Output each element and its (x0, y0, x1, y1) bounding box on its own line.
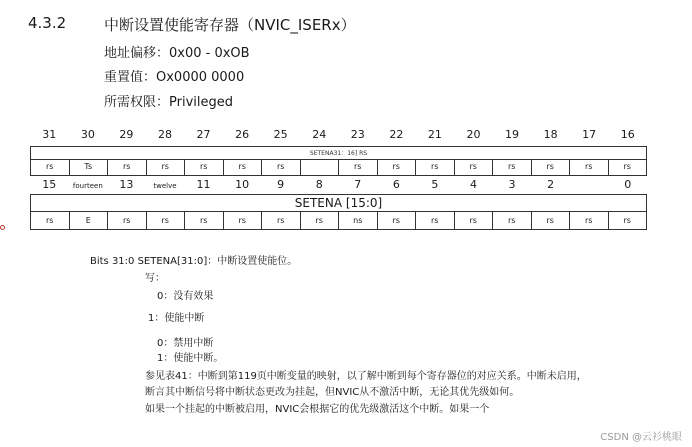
low-bit-13: 2 (547, 178, 555, 191)
high-bit-3: 28 (157, 128, 172, 141)
low-bit-12: 3 (508, 178, 516, 191)
low-access-7: rs (300, 212, 339, 229)
low-bit-7: 8 (315, 178, 323, 191)
high-access-4: rs (184, 160, 223, 175)
low-field-label: SETENA [15:0] (294, 196, 383, 210)
high-bit-15: 16 (620, 128, 635, 141)
high-access-2: rs (107, 160, 146, 175)
read-0-text: 0：禁用中断 (157, 338, 214, 349)
high-bit-9: 22 (389, 128, 404, 141)
high-bit-14: 17 (582, 128, 597, 141)
note-line-3: 如果一个挂起的中断被启用，NVIC会根据它的优先级激活这个中断。如果一个 (145, 404, 490, 415)
high-bit-12: 19 (505, 128, 520, 141)
low-access-12: rs (492, 212, 531, 229)
write-0-text: 0：没有效果 (157, 291, 214, 302)
low-access-1: E (69, 212, 108, 229)
high-access-14: rs (569, 160, 608, 175)
high-access-7 (300, 160, 339, 175)
low-access-10: rs (415, 212, 454, 229)
low-bit-0: 15 (42, 178, 57, 191)
reset-value: 重置值：Ox0000 0000 (104, 70, 245, 85)
low-bit-10: 5 (431, 178, 439, 191)
low-bit-1: fourteen (72, 182, 103, 190)
low-access-5: rs (223, 212, 262, 229)
low-access-0: rs (46, 216, 54, 225)
high-access-8: rs (338, 160, 377, 175)
low-access-11: rs (454, 212, 493, 229)
low-access-3: rs (146, 212, 185, 229)
low-bit-5: 10 (235, 178, 250, 191)
address-offset: 地址偏移：0x00 - 0xOB (104, 46, 250, 61)
write-label: 写： (145, 273, 165, 284)
high-bit-11: 20 (466, 128, 481, 141)
high-bit-8: 23 (350, 128, 365, 141)
required-privilege: 所需权限：Privileged (104, 95, 233, 110)
write-1-text: 1：使能中断 (148, 313, 205, 324)
low-access-13: rs (531, 212, 570, 229)
high-access-3: rs (146, 160, 185, 175)
high-access-0: rs (46, 162, 54, 171)
low-bit-2: 13 (119, 178, 134, 191)
high-access-13: rs (531, 160, 570, 175)
low-access-14: rs (569, 212, 608, 229)
low-access-15: rs (608, 212, 647, 229)
high-access-12: rs (492, 160, 531, 175)
high-field-label: SETENA31：16] RS (309, 150, 368, 157)
high-access-row (30, 160, 647, 176)
watermark: CSDN @云衫桃眼 (600, 432, 682, 443)
high-access-10: rs (415, 160, 454, 175)
high-access-11: rs (454, 160, 493, 175)
low-access-6: rs (261, 212, 300, 229)
high-bit-6: 25 (273, 128, 288, 141)
low-bit-8: 7 (354, 178, 362, 191)
low-bit-6: 9 (277, 178, 285, 191)
high-access-15: rs (608, 160, 647, 175)
note-line-1: 参见表41：中断到第119页中断变量的映射，以了解中断到每个寄存器位的对应关系。中断未启用， (145, 371, 587, 382)
high-bit-13: 18 (543, 128, 558, 141)
section-number: 4.3.2 (28, 14, 67, 32)
high-bit-0: 31 (42, 128, 57, 141)
low-access-8: ns (338, 212, 377, 229)
section-title: 中断设置使能寄存器（NVIC_ISERx） (104, 16, 356, 34)
low-bit-4: 11 (196, 178, 211, 191)
low-access-9: rs (377, 212, 416, 229)
low-field-box (30, 194, 647, 212)
low-access-4: rs (184, 212, 223, 229)
margin-marker (0, 225, 5, 230)
low-bit-3: twelve (153, 182, 177, 190)
low-bit-11: 4 (469, 178, 477, 191)
low-bit-9: 6 (392, 178, 400, 191)
high-bit-2: 29 (119, 128, 134, 141)
high-bit-4: 27 (196, 128, 211, 141)
high-access-5: rs (223, 160, 262, 175)
high-bit-7: 24 (312, 128, 327, 141)
low-access-row (30, 212, 647, 230)
low-access-2: rs (107, 212, 146, 229)
high-field-box (30, 146, 647, 160)
high-bit-1: 30 (80, 128, 95, 141)
high-bit-5: 26 (235, 128, 250, 141)
high-access-6: rs (261, 160, 300, 175)
high-bit-10: 21 (427, 128, 442, 141)
bits-description: Bits 31:0 SETENA[31:0]：中断设置使能位。 (90, 256, 298, 267)
high-access-1: Ts (69, 160, 108, 175)
low-bit-15: 0 (624, 178, 632, 191)
read-1-text: 1：使能中断。 (157, 353, 224, 364)
note-line-2: 断言其中断信号将中断状态更改为挂起，但NVIC从不激活中断，无论其优先级如何。 (145, 387, 520, 398)
high-access-9: rs (377, 160, 416, 175)
